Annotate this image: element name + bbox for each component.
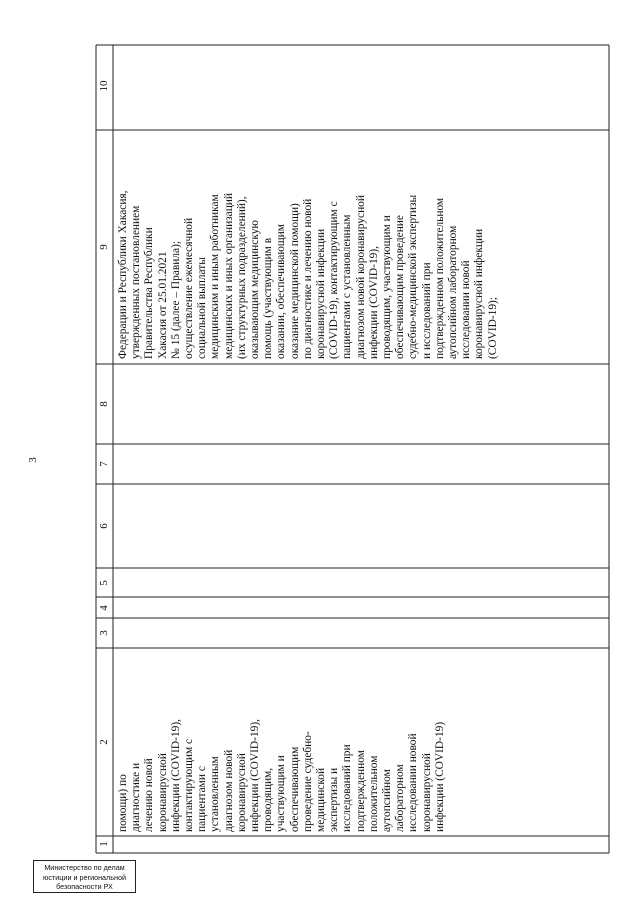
cell-text-line: коронавирусной [156, 753, 169, 832]
col-number-2: 2 [98, 739, 110, 745]
cell-text-line: утвержденных постановлением [130, 205, 143, 359]
cell-text-line: осуществление ежемесячной [183, 217, 196, 359]
cell-text-line: контактирующим с [183, 738, 196, 832]
cell-text-line: установленным [209, 756, 222, 832]
cell-text-line: помощи) по [117, 774, 129, 832]
col-number-1: 1 [98, 841, 110, 847]
cell-text-line: оказывающим медицинскую [249, 220, 262, 359]
cell-text-line: подтвержденном [354, 750, 367, 832]
cell-text-line: и исследований при [420, 262, 433, 359]
col-number-7: 7 [98, 461, 110, 467]
cell-text-line: аутопсийном [381, 769, 394, 832]
stamp-line: юстиции и региональной [43, 872, 126, 882]
cell-text-line: экспертизы и [328, 767, 341, 832]
cell-text-line: оказании, обеспечивающим [275, 224, 288, 359]
cell-text-line: проведение судебно- [301, 731, 314, 832]
cell-text-line: (их структурных подразделений), [235, 196, 248, 359]
cell-text-line: лабораторном [394, 764, 407, 832]
cell-text-line: коронавирусной [420, 753, 433, 832]
cell-text-line: по диагностике и лечению новой [301, 198, 314, 359]
col-number-6: 6 [98, 523, 110, 529]
col-number-9: 9 [98, 244, 110, 250]
cell-text-line: коронавирусной инфекции [473, 228, 486, 359]
cell-text-line: помощь (участвующим в [262, 237, 275, 359]
cell-text-line: Правительства Республики [143, 227, 156, 359]
cell-text-line: инфекции (COVID-19), [249, 719, 262, 832]
cell-text-line: медицинских и иных организаций [222, 192, 235, 359]
cell-text-line: медицинской [315, 767, 328, 832]
col-number-5: 5 [98, 580, 110, 586]
cell-text-line: исследований при [341, 744, 354, 832]
cell-text-line: № 15 (далее – Правила); [169, 240, 182, 359]
cell-text-line: судебно-медицинской экспертизы [407, 194, 420, 359]
cell-text-line: диагностике и [130, 762, 143, 832]
col-number-8: 8 [98, 401, 110, 407]
cell-text-line: коронавирусной инфекции [315, 228, 328, 359]
cell-text-line: обеспечивающим [288, 746, 301, 832]
cell-text-line: лечению новой [143, 758, 156, 832]
page-number: 3 [27, 457, 39, 463]
cell-text-line: проводящим, [262, 767, 275, 832]
cell-text-line: инфекции (COVID-19) [433, 721, 446, 832]
cell-text-line: оказание медицинской помощи) [288, 203, 301, 359]
cell-text-line: положительном [367, 755, 380, 832]
cell-text-line: (COVID-19); [486, 296, 499, 359]
cell-text-line: (COVID-19), контактирующим с [328, 201, 341, 359]
stamp-line: безопасности РХ [56, 882, 113, 892]
cell-text-line: инфекции (COVID-19), [169, 719, 182, 832]
cell-text-line: исследовании новой [460, 260, 473, 359]
col9-cell-text [117, 190, 500, 359]
col-number-3: 3 [98, 630, 110, 636]
cell-text-line: медицинским и иным работникам [209, 194, 222, 359]
cell-text-line: обеспечивающим проведение [394, 215, 407, 359]
cell-text-line: Федерации и Республики Хакасия, [117, 190, 129, 359]
ministry-stamp [33, 860, 136, 893]
col-number-10: 10 [98, 80, 110, 92]
cell-text-line: аутопсийном лабораторном [447, 225, 460, 359]
cell-text-line: проводящим, участвующим и [381, 215, 394, 359]
cell-text-line: Хакасия от 25.01.2021 [156, 251, 169, 359]
cell-text-line: участвующим и [275, 755, 288, 832]
cell-text-line: диагнозом новой [222, 749, 235, 832]
cell-text-line: пациентами с установленным [341, 214, 354, 359]
stamp-line: Министерство по делам [44, 863, 125, 872]
cell-text-line: пациентами с [196, 766, 209, 832]
cell-text-line: подтвержденном положительном [433, 197, 446, 359]
cell-text-line: инфекции (COVID-19), [367, 246, 380, 359]
cell-text-line: коронавирусной [235, 753, 248, 832]
cell-text-line: социальной выплаты [196, 257, 209, 359]
cell-text-line: диагнозом новой коронавирусной [354, 195, 367, 359]
col2-cell-text [117, 719, 447, 832]
cell-text-line: исследовании новой [407, 733, 420, 832]
col-number-4: 4 [98, 605, 110, 611]
